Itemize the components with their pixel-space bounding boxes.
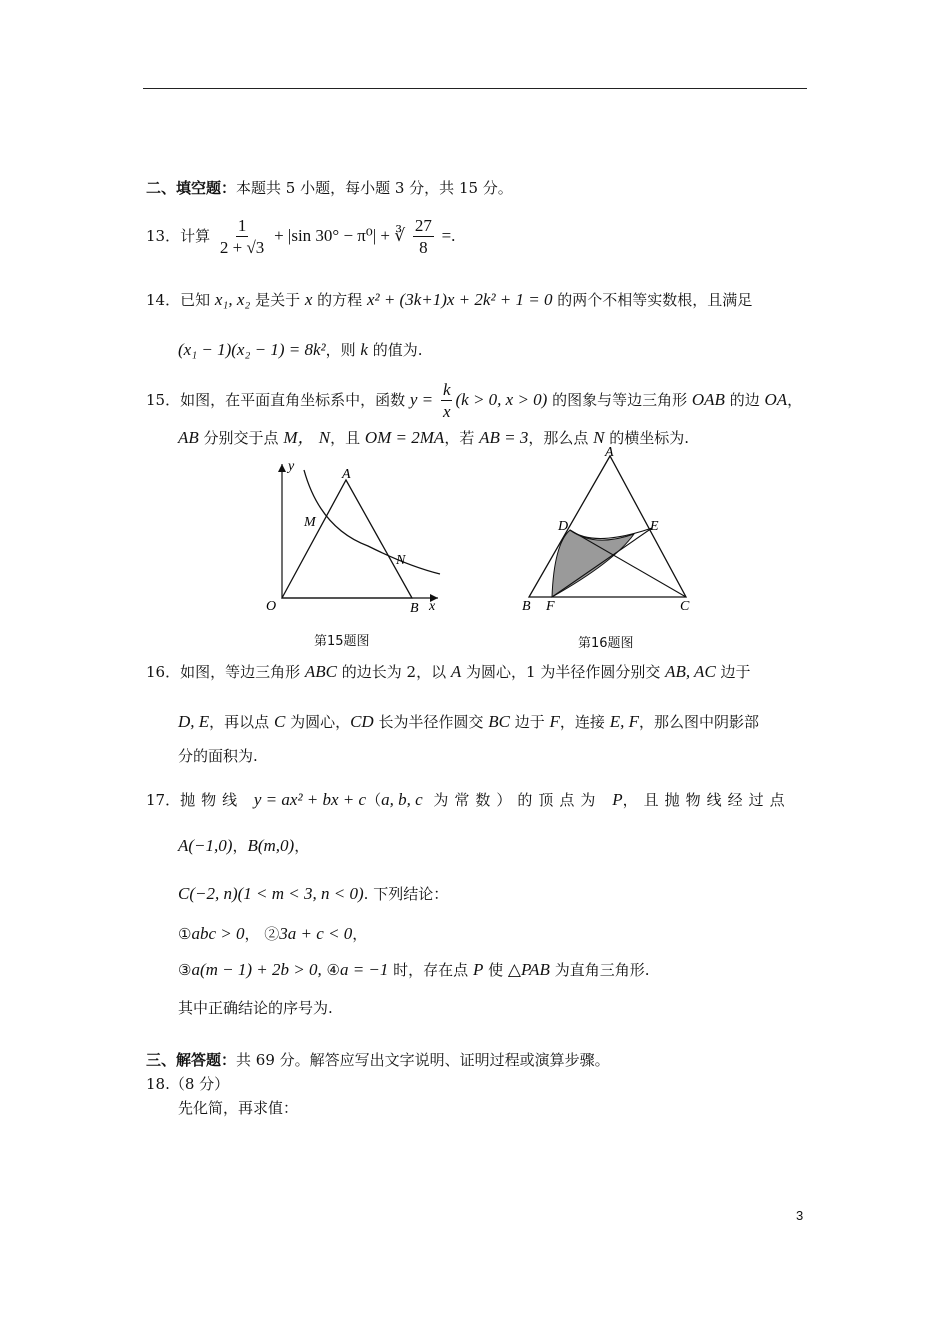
- q15-text-g: ，若: [444, 429, 480, 447]
- q15-relation: OM = 2MA: [364, 428, 445, 447]
- fig16-triangle: [529, 456, 686, 597]
- fig15-y-arrow: [278, 464, 286, 472]
- section-3-heading: [146, 1050, 610, 1070]
- q17-text-f: 时，存在点: [388, 961, 473, 979]
- q16-a: A: [450, 662, 462, 681]
- q17-mark-3: ③: [178, 961, 192, 979]
- q14-text-c: 的方程: [312, 291, 367, 309]
- fig15-triangle: [282, 480, 412, 598]
- q15-func-y: y =: [409, 390, 434, 409]
- question-17-line-2: [178, 836, 309, 856]
- q16-text-i: ，连接: [559, 713, 610, 731]
- q15-ab3: AB = 3: [479, 428, 529, 447]
- q15-n: N: [593, 428, 605, 447]
- question-15-line-1: [146, 378, 802, 423]
- q17-conclusion-4: a = −1: [339, 960, 389, 979]
- q13-fraction: [218, 216, 266, 259]
- q13-text: 计算: [180, 227, 211, 245]
- q16-text-j: ，那么图中阴影部: [638, 713, 759, 731]
- fig15-label-y: y: [288, 459, 295, 474]
- q17-point-b: B(m,0): [247, 836, 295, 855]
- q17-mark-1: ①: [178, 925, 192, 943]
- q16-abac: AB, AC: [665, 662, 716, 681]
- q17-mark-4: ④: [326, 961, 340, 979]
- section-2-heading: [146, 178, 513, 198]
- q17-sep-4: ，: [352, 925, 368, 943]
- question-16-line-3: [178, 746, 258, 766]
- q14-condition: (x₁ − 1)(x₂ − 1) = 8k²: [178, 340, 326, 359]
- fig16-label-e: E: [650, 519, 659, 534]
- q16-f: F: [549, 712, 560, 731]
- section-2-title: 二、填空题：: [146, 179, 237, 197]
- q15-ab: AB: [178, 428, 199, 447]
- q14-text-e: ，则: [325, 341, 361, 359]
- q14-text-d: 的两个不相等实数根，且满足: [552, 291, 753, 309]
- q17-text-i: 其中正确结论的序号为.: [178, 999, 333, 1017]
- question-17-line-3: [178, 884, 448, 904]
- question-17-line-5: [178, 960, 649, 980]
- q16-ef: E, F: [609, 712, 639, 731]
- fig15-label-a: A: [342, 467, 351, 482]
- q15-text-a: 如图，在平面直角坐标系中，函数: [180, 391, 410, 409]
- header-rule: [143, 88, 807, 89]
- q17-text-d: ，且抛物线经过点: [622, 791, 791, 809]
- q14-x: x: [304, 290, 313, 309]
- fig16-shaded-region: [552, 530, 634, 597]
- fig16-label-b: B: [522, 599, 531, 614]
- q15-number: 15．: [146, 391, 181, 409]
- q14-text-b: 是关于: [250, 291, 305, 309]
- question-16-line-2: [178, 712, 759, 732]
- q14-vars: x₁, x₂: [214, 290, 251, 309]
- fig15-label-x: x: [429, 599, 436, 614]
- q15-func-num: k: [442, 379, 451, 399]
- fig15-label-n: N: [396, 553, 406, 568]
- q14-text-f: 的值为.: [367, 341, 423, 359]
- q15-func-cond: (k > 0, x > 0): [455, 390, 548, 409]
- q16-text-h: 边于: [509, 713, 550, 731]
- question-18-text: [178, 1098, 298, 1118]
- q14-k: k: [360, 340, 368, 359]
- q16-text-g: 长为半径作圆交: [373, 713, 489, 731]
- page-number: 3: [796, 1208, 804, 1223]
- fig16-caption: 第16题图: [578, 636, 634, 651]
- q13-root-num: 27: [414, 215, 432, 235]
- q14-equation: x² + (3k+1)x + 2k² + 1 = 0: [366, 290, 553, 309]
- q13-frac-num: 1: [237, 215, 247, 235]
- q18-text: 先化简，再求值：: [178, 1099, 299, 1117]
- q15-text-c: 的边: [724, 391, 765, 409]
- question-17-line-1: [146, 790, 791, 810]
- fig16-label-c: C: [680, 599, 690, 614]
- fig16-label-f: F: [546, 599, 555, 614]
- q16-bc: BC: [488, 712, 510, 731]
- q17-point-c: C(−2, n)(1 < m < 3, n < 0): [178, 884, 364, 903]
- q15-mn: M， N: [283, 428, 331, 447]
- question-14-line-2: [178, 340, 423, 360]
- q17-text-e: . 下列结论：: [363, 885, 449, 903]
- figure-15: [258, 452, 458, 622]
- q13-tail: =.: [441, 226, 456, 245]
- fig16-label-a: A: [605, 445, 614, 460]
- q17-sep-1: ，: [232, 837, 248, 855]
- q16-cd: CD: [350, 712, 374, 731]
- question-14-line-1: [146, 290, 752, 310]
- q13-root-fraction: [413, 216, 434, 259]
- section-3-title: 三、解答题：: [146, 1051, 237, 1069]
- q13-middle: + |sin 30° − π⁰| + ∛: [274, 226, 406, 245]
- q17-sep-2: ，: [294, 837, 310, 855]
- question-13: [146, 212, 455, 260]
- q17-text-b: （: [366, 791, 382, 809]
- q16-de: D, E: [178, 712, 210, 731]
- q17-number: 17．: [146, 791, 181, 809]
- question-17-line-4: [178, 924, 367, 944]
- q16-abc: ABC: [304, 662, 337, 681]
- q16-text-b: 的边长为 2，以: [336, 663, 451, 681]
- question-18-number: [146, 1074, 229, 1094]
- q13-root-den: 8: [419, 237, 428, 257]
- q15-text-h: ，那么点: [528, 429, 594, 447]
- fig15-label-b: B: [410, 601, 419, 616]
- q17-parabola: y = ax² + bx + c: [253, 790, 367, 809]
- q14-number: 14．: [146, 291, 181, 309]
- question-16-line-1: [146, 662, 751, 682]
- q17-text-g: 使: [483, 961, 508, 979]
- q17-sep-3: ，: [244, 925, 260, 943]
- q17-conclusion-2: 3a + c < 0: [279, 924, 353, 943]
- q17-text-a: 抛物线: [180, 791, 254, 809]
- fig15-label-o: O: [266, 599, 277, 614]
- q15-oab: OAB: [691, 390, 725, 409]
- q15-text-i: 的横坐标为.: [604, 429, 690, 447]
- q18-number: 18.（8 分）: [146, 1075, 230, 1093]
- section-2-desc: 本题共 5 小题，每小题 3 分，共 15 分。: [236, 179, 513, 197]
- q13-number: 13．: [146, 227, 181, 245]
- q17-p: P: [612, 790, 623, 809]
- fig16-label-d: D: [558, 519, 569, 534]
- q17-point-a: A(−1,0): [178, 836, 233, 855]
- fig15-hyperbola: [304, 470, 440, 574]
- q16-text-f: 为圆心，: [285, 713, 351, 731]
- q13-frac-den: 2 + √3: [219, 237, 265, 257]
- q17-mark-2: ②: [264, 925, 280, 943]
- q17-p2: P: [472, 960, 484, 979]
- q16-text-a: 如图，等边三角形: [180, 663, 305, 681]
- q15-text-b: 的图象与等边三角形: [547, 391, 692, 409]
- q16-text-k: 分的面积为.: [178, 747, 258, 765]
- q16-c: C: [273, 712, 286, 731]
- q16-text-d: 边于: [715, 663, 751, 681]
- q15-func-fraction: [441, 380, 453, 423]
- fig15-caption: 第15题图: [314, 634, 370, 649]
- q17-text-h: 为直角三角形.: [549, 961, 650, 979]
- q15-text-d: ，: [787, 391, 803, 409]
- section-3-desc: 共 69 分。解答应写出文字说明、证明过程或演算步骤。: [236, 1051, 610, 1069]
- q17-triangle-pab: △PAB: [507, 960, 550, 979]
- q17-conclusion-3: a(m − 1) + 2b > 0,: [191, 960, 322, 979]
- fig15-label-m: M: [304, 515, 316, 530]
- q15-func-den: x: [442, 401, 451, 421]
- q15-oa: OA: [764, 390, 788, 409]
- q17-text-c: 为常数）的顶点为: [422, 791, 613, 809]
- q16-text-e: ，再以点: [209, 713, 274, 731]
- figure-16: [514, 444, 704, 624]
- q14-text-a: 已知: [180, 291, 215, 309]
- q15-text-e: 分别交于点: [198, 429, 284, 447]
- q16-number: 16．: [146, 663, 181, 681]
- q15-text-f: ，且: [330, 429, 365, 447]
- question-17-line-6: [178, 998, 333, 1018]
- q17-conclusion-1: abc > 0: [191, 924, 245, 943]
- q16-text-c: 为圆心，1 为半径作圆分别交: [461, 663, 666, 681]
- q17-abc: a, b, c: [381, 790, 423, 809]
